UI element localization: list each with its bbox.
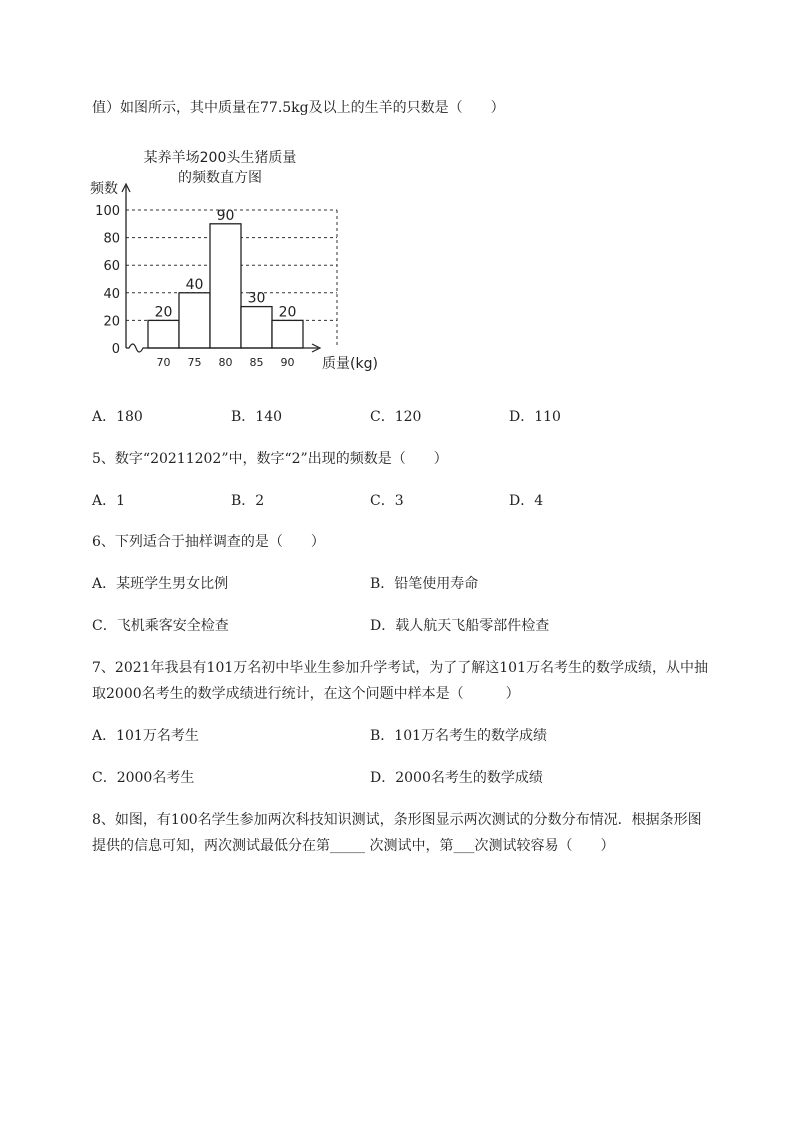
histogram-bar [148,320,179,348]
histogram-bar [179,293,210,348]
bar-data-label: 20 [154,304,173,321]
q4-option-b[interactable]: B．140 [231,409,283,425]
q4-option-d[interactable]: D．110 [509,409,561,425]
histogram-bar [210,224,241,348]
x-tick-label: 75 [187,356,202,369]
x-tick-label: 70 [156,356,171,369]
x-tick-label: 85 [249,356,264,369]
q7-option-d[interactable]: D．2000名考生的数学成绩 [370,770,543,786]
y-tick-label: 80 [103,231,120,247]
q5-option-b[interactable]: B．2 [231,493,265,509]
q5-option-d[interactable]: D．4 [509,493,544,509]
bar-data-label: 90 [216,207,235,224]
y-axis-label: 频数 [90,181,118,197]
q7-option-a[interactable]: A．101万名考生 [92,728,199,744]
histogram-svg [90,140,400,380]
chart-title-line2: 的频数直方图 [178,170,262,186]
q6-option-b[interactable]: B．铅笔使用寿命 [370,576,479,592]
y-tick-label: 20 [103,314,120,330]
q7-option-b[interactable]: B．101万名考生的数学成绩 [370,728,548,744]
y-tick-label: 40 [103,286,120,302]
bar-data-label: 30 [247,290,266,307]
chart-title-line1: 某养羊场200头生猪质量 [143,150,297,166]
y-tick-label: 100 [95,204,120,219]
q5-option-a[interactable]: A．1 [92,493,126,509]
bar-data-label: 40 [185,276,204,293]
y-tick-label: 60 [103,259,120,275]
bar-data-label: 20 [278,304,297,321]
q6-option-c[interactable]: C．飞机乘客安全检查 [92,618,229,634]
x-tick-label: 90 [280,356,295,369]
q4-option-c[interactable]: C．120 [370,409,422,425]
bar-layer [148,208,303,348]
q6-option-d[interactable]: D．载人航天飞船零部件检查 [370,618,550,634]
q6-option-a[interactable]: A．某班学生男女比例 [92,576,229,592]
q4-option-a[interactable]: A．180 [92,409,143,425]
x-tick-label: 80 [218,356,233,369]
q5-option-c[interactable]: C．3 [370,493,404,509]
q7-option-c[interactable]: C．2000名考生 [92,770,195,786]
histogram-bar [272,320,303,348]
histogram-chart [90,140,400,384]
q7-stem-line1: 7、2021年我县有101万名初中毕业生参加升学考试，为了了解这101万名考生的数学成绩，从中抽 [92,660,708,676]
x-axis-label: 质量(kg) [322,356,378,372]
y-tick-label: 0 [111,342,120,357]
q6-stem: 6、下列适合于抽样调查的是（ ） [92,534,325,550]
q5-stem: 5、数字“20211202”中，数字“2”出现的频数是（ ） [92,451,448,467]
x-axis-break [126,344,147,352]
q8-stem-line2: 提供的信息可知，两次测试最低分在第_____ 次测试中，第___次测试较容易（ ） [92,838,615,854]
histogram-bar [241,307,272,348]
q7-stem-line2: 取2000名考生的数学成绩进行统计，在这个问题中样本是（ ） [92,686,520,702]
q8-stem-line1: 8、如图，有100名学生参加两次科技知识测试，条形图显示两次测试的分数分布情况．根据条形图 [92,812,702,828]
q4-stem: 值）如图所示，其中质量在77.5kg及以上的生羊的只数是（ ） [92,100,505,116]
